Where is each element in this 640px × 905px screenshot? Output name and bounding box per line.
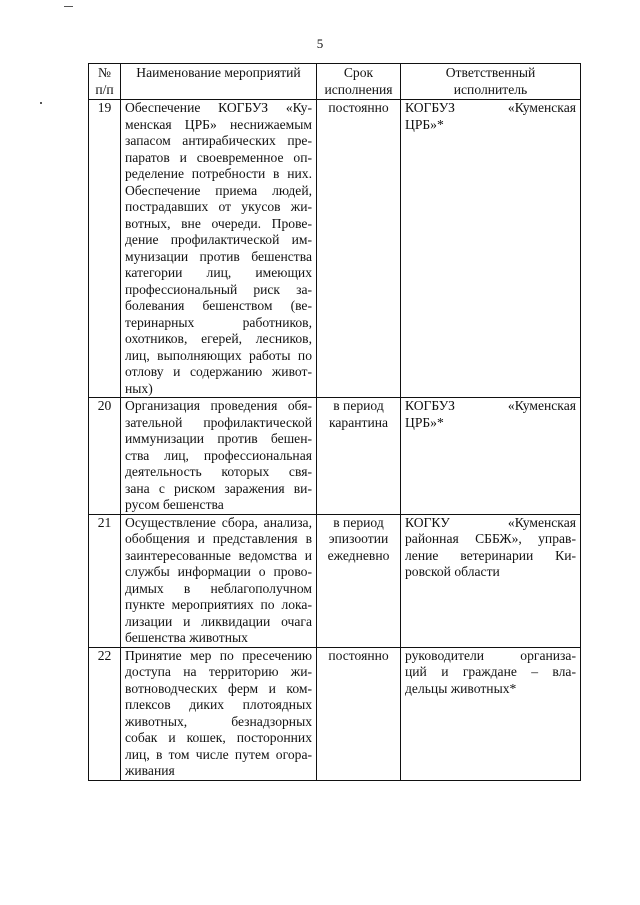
- text-line: живания: [125, 763, 175, 778]
- text-line: КОГБУЗ «Куменская: [405, 398, 576, 413]
- text-line: районная СББЖ», управ-: [405, 531, 576, 546]
- text-line: категории лиц, имеющих: [125, 265, 312, 280]
- measure-responsible: [401, 647, 581, 780]
- text-line: Организация проведения обя-: [125, 398, 312, 413]
- text-line: ровской области: [405, 564, 500, 579]
- text-line: доступа на территорию жи-: [125, 664, 312, 679]
- text-line: отлову и содержанию живот-: [125, 364, 312, 379]
- text-line: обобщения и представления в: [125, 531, 312, 546]
- measure-term: [317, 398, 401, 515]
- text-line: руководители организа-: [405, 647, 576, 663]
- text-line: заинтересованные ведомства и: [125, 547, 312, 563]
- text-line: дельцы животных*: [405, 680, 517, 696]
- row-number: 20: [89, 398, 121, 515]
- text-line: охотников, егерей, лесников,: [125, 331, 312, 346]
- table-row: [89, 100, 581, 398]
- measure-term: [317, 647, 401, 780]
- text-line: иммунизации против бешен-: [125, 431, 312, 446]
- text-line: русом бешенства: [125, 497, 224, 512]
- text-line: деятельность которых свя-: [125, 464, 312, 479]
- text-line: КОГБУЗ «Куменская: [405, 100, 576, 115]
- measure-name: [121, 100, 317, 398]
- text-line: ЦРБ»*: [405, 414, 444, 430]
- table-row: [89, 514, 581, 647]
- text-line: дение профилактической им-: [125, 232, 312, 247]
- text-line: лиц, выполняющих работы по: [125, 347, 312, 363]
- measure-name: [121, 647, 317, 780]
- measure-responsible: [401, 398, 581, 515]
- text-line: ных): [125, 380, 153, 396]
- text-line: в период: [333, 398, 384, 413]
- text-line: плексов диких плотоядных: [125, 697, 312, 712]
- text-line: ежедневно: [327, 547, 390, 563]
- header-responsible: Ответственный исполнитель: [401, 64, 581, 100]
- measure-name: [121, 514, 317, 647]
- text-line: карантина: [328, 414, 389, 430]
- text-line: менская ЦРБ» неснижаемым: [125, 116, 312, 132]
- measure-name: [121, 398, 317, 515]
- text-line: димых в неблагополучном: [125, 580, 312, 596]
- measures-table: [88, 63, 581, 781]
- text-line: ций и граждане – вла-: [405, 664, 576, 679]
- scan-speck: [40, 102, 42, 104]
- scan-speck: [64, 6, 73, 7]
- text-line: собак и кошек, посторонних: [125, 730, 312, 745]
- text-line: пункте мероприятиях по лока-: [125, 597, 312, 612]
- text-line: паратов и своевременное оп-: [125, 149, 312, 165]
- text-line: вотноводческих ферм и ком-: [125, 680, 312, 696]
- measure-term: [317, 100, 401, 398]
- text-line: мунизации против бешенства: [125, 248, 312, 264]
- page-number: 5: [316, 36, 324, 51]
- text-line: болевания бешенством (ве-: [125, 298, 312, 313]
- text-line: бешенства животных: [125, 630, 248, 645]
- text-line: ление ветеринарии Ки-: [405, 547, 576, 563]
- text-line: Обеспечение КОГБУЗ «Ку-: [125, 100, 312, 115]
- text-line: постоянно: [328, 100, 389, 115]
- text-line: зана с риском заражения ви-: [125, 480, 312, 496]
- table-body: [89, 100, 581, 781]
- text-line: Принятие мер по пресечению: [125, 647, 312, 663]
- text-line: зательной профилактической: [125, 414, 312, 430]
- text-line: службы информации о прово-: [125, 564, 312, 579]
- text-line: лизации и ликвидации очага: [125, 613, 312, 629]
- text-line: запасом антирабических пре-: [125, 133, 312, 148]
- header-term: Срок исполнения: [317, 64, 401, 100]
- text-line: ределение потребности в них.: [125, 166, 312, 181]
- row-number: 21: [89, 514, 121, 647]
- table-row: [89, 647, 581, 780]
- text-line: вотных, вне очереди. Прове-: [125, 215, 312, 231]
- text-line: эпизоотии: [328, 531, 389, 546]
- text-line: профессиональный риск за-: [125, 281, 312, 297]
- header-name: Наименование мероприятий: [121, 64, 317, 100]
- text-line: животных, безнадзорных: [125, 713, 312, 729]
- text-line: в период: [333, 514, 384, 530]
- measure-term: [317, 514, 401, 647]
- text-line: теринарных работников,: [125, 314, 312, 330]
- text-line: лиц, в том числе путем огора-: [125, 746, 312, 762]
- measure-responsible: [401, 514, 581, 647]
- text-line: Обеспечение приема людей,: [125, 182, 312, 198]
- row-number: 19: [89, 100, 121, 398]
- text-line: Осуществление сбора, анализа,: [125, 514, 312, 530]
- text-line: ства лиц, профессиональная: [125, 447, 312, 463]
- text-line: постоянно: [328, 647, 389, 663]
- text-line: КОГКУ «Куменская: [405, 514, 576, 530]
- text-line: ЦРБ»*: [405, 116, 444, 132]
- text-line: пострадавших от укусов жи-: [125, 199, 312, 214]
- table-row: [89, 398, 581, 515]
- header-num: № п/п: [89, 64, 121, 100]
- table-header-row: [89, 64, 581, 100]
- measure-responsible: [401, 100, 581, 398]
- row-number: 22: [89, 647, 121, 780]
